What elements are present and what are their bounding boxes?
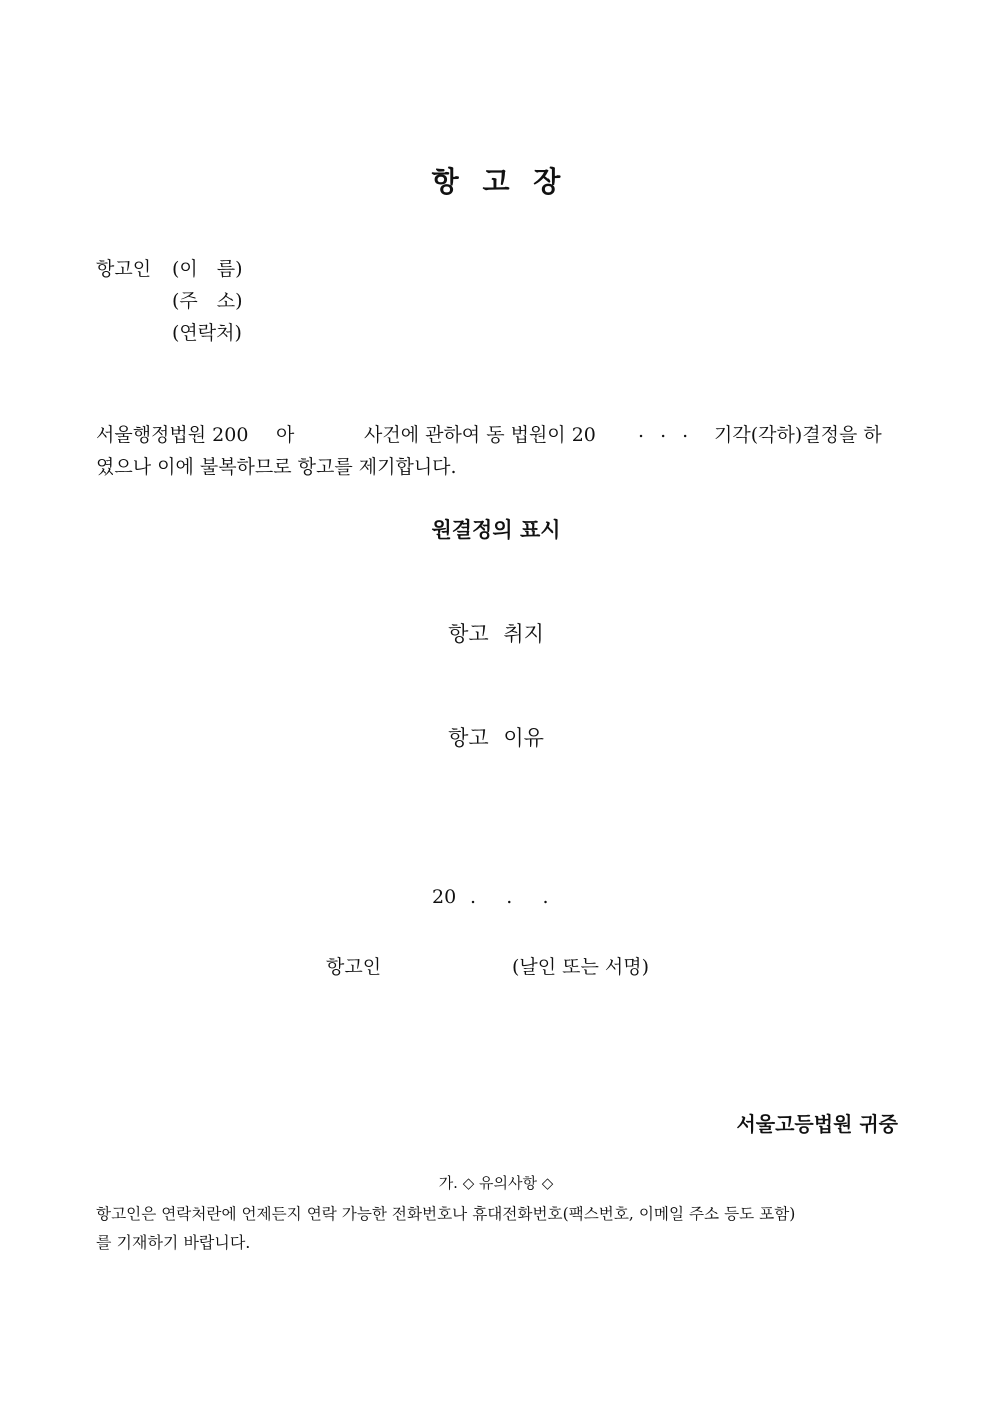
- appellant-contact-field: (연락처): [172, 322, 242, 344]
- statement-line1: 사건에 관하여 동 법원이 20: [364, 424, 596, 446]
- addressee-court: 서울고등법원 귀중: [736, 1112, 898, 1136]
- appellant-address-field: (주 소): [172, 290, 243, 312]
- statement-date-dots: . . .: [638, 420, 689, 442]
- date-year: 20: [432, 886, 457, 908]
- signature-label: 항고인: [326, 956, 382, 978]
- signature-seal-note: (날인 또는 서명): [512, 956, 650, 978]
- statement-court: 서울행정법원 200: [96, 424, 249, 446]
- notice-line1: 항고인은 연락처란에 언제든지 연락 가능한 전화번호나 휴대전화번호(팩스번호, 이메일 주소 등도 포함): [96, 1205, 796, 1223]
- section-appeal-purpose: 항고 취지: [448, 622, 544, 646]
- appellant-name-field: (이 름): [172, 258, 243, 280]
- section-appeal-reasons: 항고 이유: [448, 726, 544, 750]
- appellant-label: 항고인: [96, 258, 152, 280]
- statement-line2: 였으나 이에 불복하므로 항고를 제기합니다.: [96, 456, 457, 478]
- section-original-decision: 원결정의 표시: [431, 517, 561, 542]
- date-dots: . . .: [470, 886, 549, 908]
- notice-line2: 를 기재하기 바랍니다.: [96, 1233, 251, 1252]
- statement-case-prefix: 아: [276, 424, 295, 446]
- statement-decision: 기각(각하)결정을 하: [714, 424, 882, 446]
- document-title: 항 고 장: [431, 165, 561, 198]
- notice-heading: 가. ◇ 유의사항 ◇: [438, 1174, 554, 1192]
